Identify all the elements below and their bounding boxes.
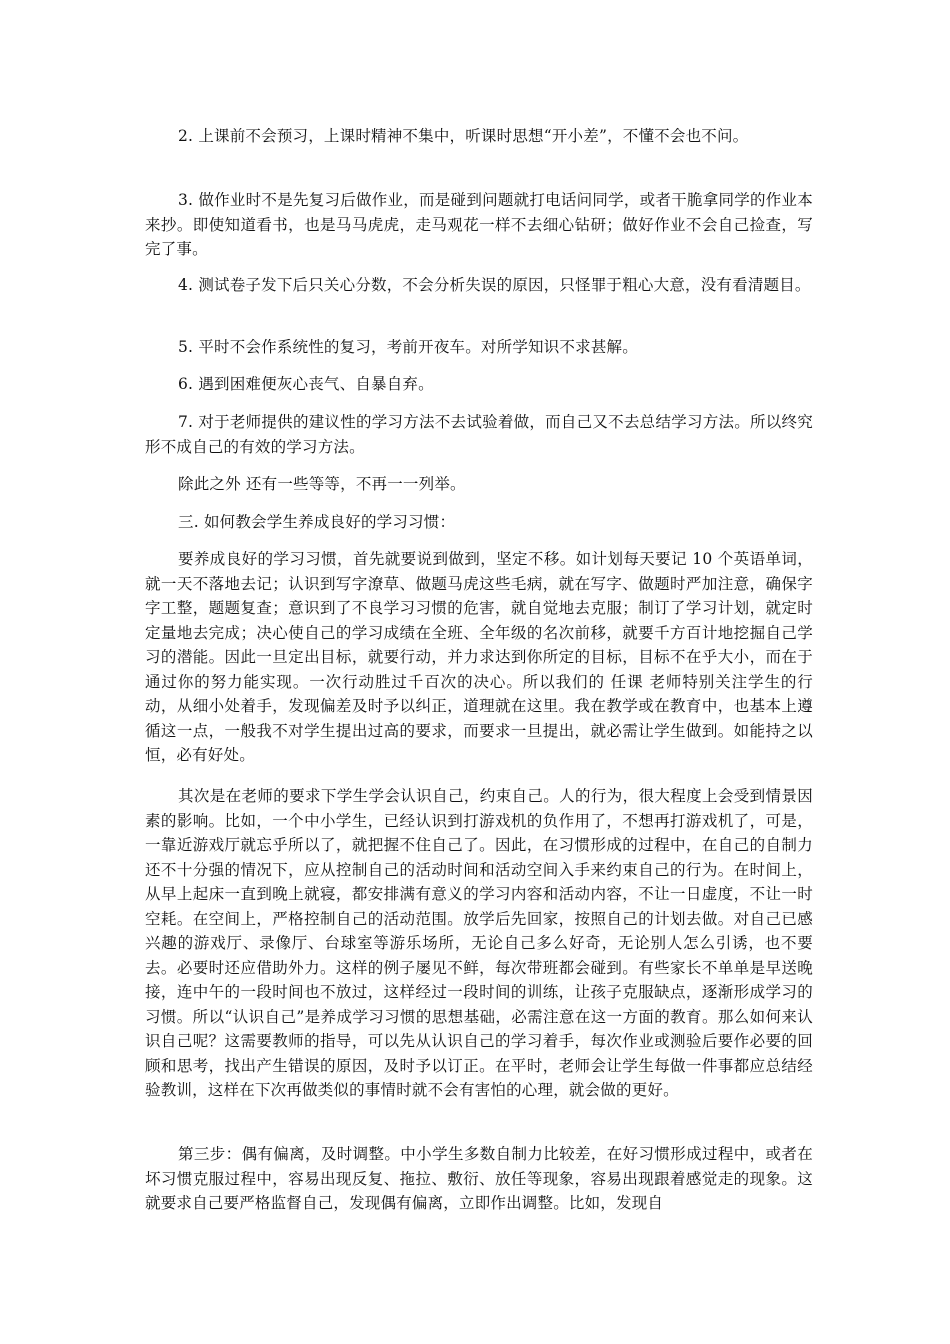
- paragraph-second-step: 其次是在老师的要求下学生学会认识自己，约束自己。人的行为，很大程度上会受到情景因素的影响。比如，一个中小学生，已经认识到打游戏机的负作用了，不想再打游戏机了，可是，一靠近游戏厅就忘乎所以了，就把握不住自己了。因此，在习惯形成的过程中，在自己的自制力还不十分强的情况下，应从控制自己的活动时间和活动空间入手来约束自己的行为。在时间上，从早上起床一直到晚上就寝，都安排满有意义的学习内容和活动内容，不让一日虚度，不让一时空耗。在空间上，严格控制自己的活动范围。放学后先回家，按照自己的计划去做。对自己已感兴趣的游戏厅、录像厅、台球室等游乐场所，无论自己多么好奇，无论别人怎么引诱，也不要去。必要时还应借助外力。这样的例子屡见不鲜，每次带班都会碰到。有些家长不单单是早送晚接，连中午的一段时间也不放过，这样经过一段时间的训练，让孩子克服缺点，逐渐形成学习的习惯。所以“认识自己”是养成学习习惯的思想基础，必需注意在这一方面的教育。那么如何来认识自己呢？这需要教师的指导，可以先从认识自己的学习着手，每次作业或测验后要作必要的回顾和思考，找出产生错误的原因，及时予以订正。在平时，老师会让学生每做一件事都应总结经验教训，这样在下次再做类似的事情时就不会有害怕的心理，就会做的更好。: [145, 787, 813, 1099]
- section-heading: 三. 如何教会学生养成良好的学习习惯：: [178, 513, 456, 531]
- paragraph-item-7: 7. 对于老师提供的建议性的学习方法不去试验着做，而自己又不去总结学习方法。所以终究形不成自己的有效的学习方法。: [145, 413, 813, 456]
- paragraph-item-3: 3. 做作业时不是先复习后做作业，而是碰到问题就打电话问同学，或者干脆拿同学的作业本来抄。即使知道看书，也是马马虎虎，走马观花一样不去细心钻研；做好作业不会自己捡查，写完了事。: [145, 191, 813, 258]
- paragraph-third-step: 第三步：偶有偏离，及时调整。中小学生多数自制力比较差，在好习惯形成过程中，或者在坏习惯克服过程中，容易出现反复、拖拉、敷衍、放任等现象，容易出现跟着感觉走的现象。这就要求自己要严格监督自己，发现偶有偏离，立即作出调整。比如，发现自: [145, 1145, 813, 1212]
- paragraph-item-4: 4. 测试卷子发下后只关心分数，不会分析失误的原因，只怪罪于粗心大意，没有看清题目。: [178, 276, 811, 294]
- paragraph-item-5: 5. 平时不会作系统性的复习，考前开夜车。对所学知识不求甚解。: [178, 338, 638, 356]
- paragraph-other: 除此之外 还有一些等等，不再一一列举。: [178, 475, 466, 493]
- paragraph-item-6: 6. 遇到困难便灰心丧气、自暴自弃。: [178, 375, 434, 393]
- paragraph-first-step: 要养成良好的学习习惯，首先就要说到做到，坚定不移。如计划每天要记 10 个英语单词，就一天不落地去记；认识到写字潦草、做题马虎这些毛病，就在写字、做题时严加注意，确保字字工整，题题复查；意识到了不良学习习惯的危害，就自觉地去克服；制订了学习计划，就定时定量地去完成；决心使自己的学习成绩在全班、全年级的名次前移，就要千方百计地挖掘自己学习的潜能。因此一旦定出目标，就要行动，并力求达到你所定的目标，目标不在乎大小，而在于通过你的努力能实现。一次行动胜过千百次的决心。所以我们的 任课 老师特别关注学生的行动，从细小处着手，发现偏差及时予以纠正，道理就在这里。我在教学或在教育中，也基本上遵循这一点，一般我不对学生提出过高的要求，而要求一旦提出，就必需让学生做到。如能持之以恒，必有好处。: [145, 550, 813, 764]
- paragraph-item-2: 2. 上课前不会预习，上课时精神不集中，听课时思想“开小差”，不懂不会也不问。: [178, 127, 749, 145]
